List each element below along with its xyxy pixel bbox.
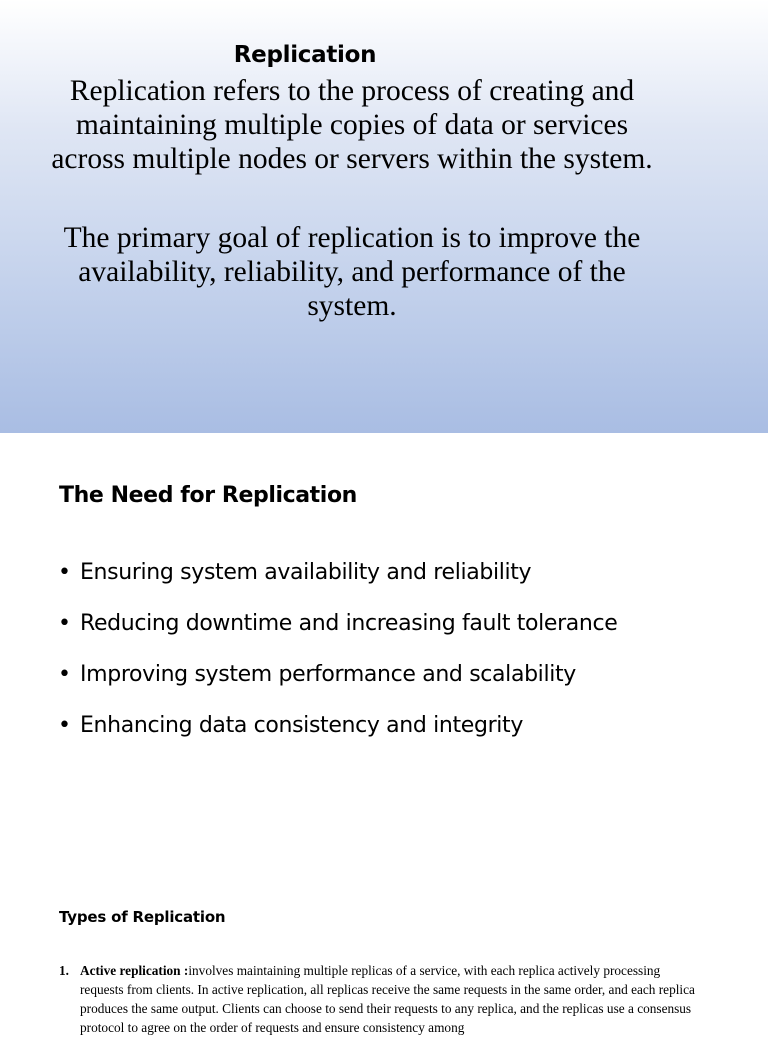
list-item bbox=[58, 708, 617, 759]
bullet-icon: • bbox=[58, 662, 71, 687]
list-item-text: involves maintaining multiple replicas of a service, with each replica actively processing requests from clients. In active replication, all replicas receive the same requests in the same order, and each replica produces the same output. Clients can choose to send their requests to any replica, and the replicas use a consensus protocol to agree on the order of requests and ensure consistency among bbox=[80, 963, 695, 1035]
bullet-icon: • bbox=[58, 611, 71, 636]
bullet-icon: • bbox=[58, 560, 71, 585]
bullet-icon: • bbox=[58, 713, 71, 738]
list-item-text: Improving system performance and scalability bbox=[80, 662, 576, 687]
slide-title: Replication bbox=[233, 42, 377, 68]
list-item-body bbox=[80, 961, 699, 1037]
slide-paragraph-goal: The primary goal of replication is to improve the availability, reliability, and performance of the system. bbox=[63, 222, 641, 322]
need-heading: The Need for Replication bbox=[59, 483, 357, 508]
list-item-text: Ensuring system availability and reliability bbox=[80, 560, 532, 585]
need-list bbox=[58, 555, 617, 759]
list-item bbox=[58, 555, 617, 606]
list-item-number: 1. bbox=[59, 963, 69, 978]
list-item bbox=[59, 961, 699, 1037]
types-heading: Types of Replication bbox=[59, 908, 226, 926]
list-item-term: Active replication : bbox=[80, 963, 189, 978]
document-page bbox=[0, 433, 768, 1035]
slide-paragraph-definition: Replication refers to the process of creating and maintaining multiple copies of data or services across multiple nodes or servers within the system. bbox=[51, 75, 653, 175]
list-item bbox=[58, 657, 617, 708]
list-item-text: Enhancing data consistency and integrity bbox=[80, 713, 523, 738]
list-item-text: Reducing downtime and increasing fault tolerance bbox=[80, 611, 618, 636]
slide-header bbox=[0, 0, 768, 433]
list-item bbox=[58, 606, 617, 657]
types-list bbox=[59, 961, 699, 1037]
